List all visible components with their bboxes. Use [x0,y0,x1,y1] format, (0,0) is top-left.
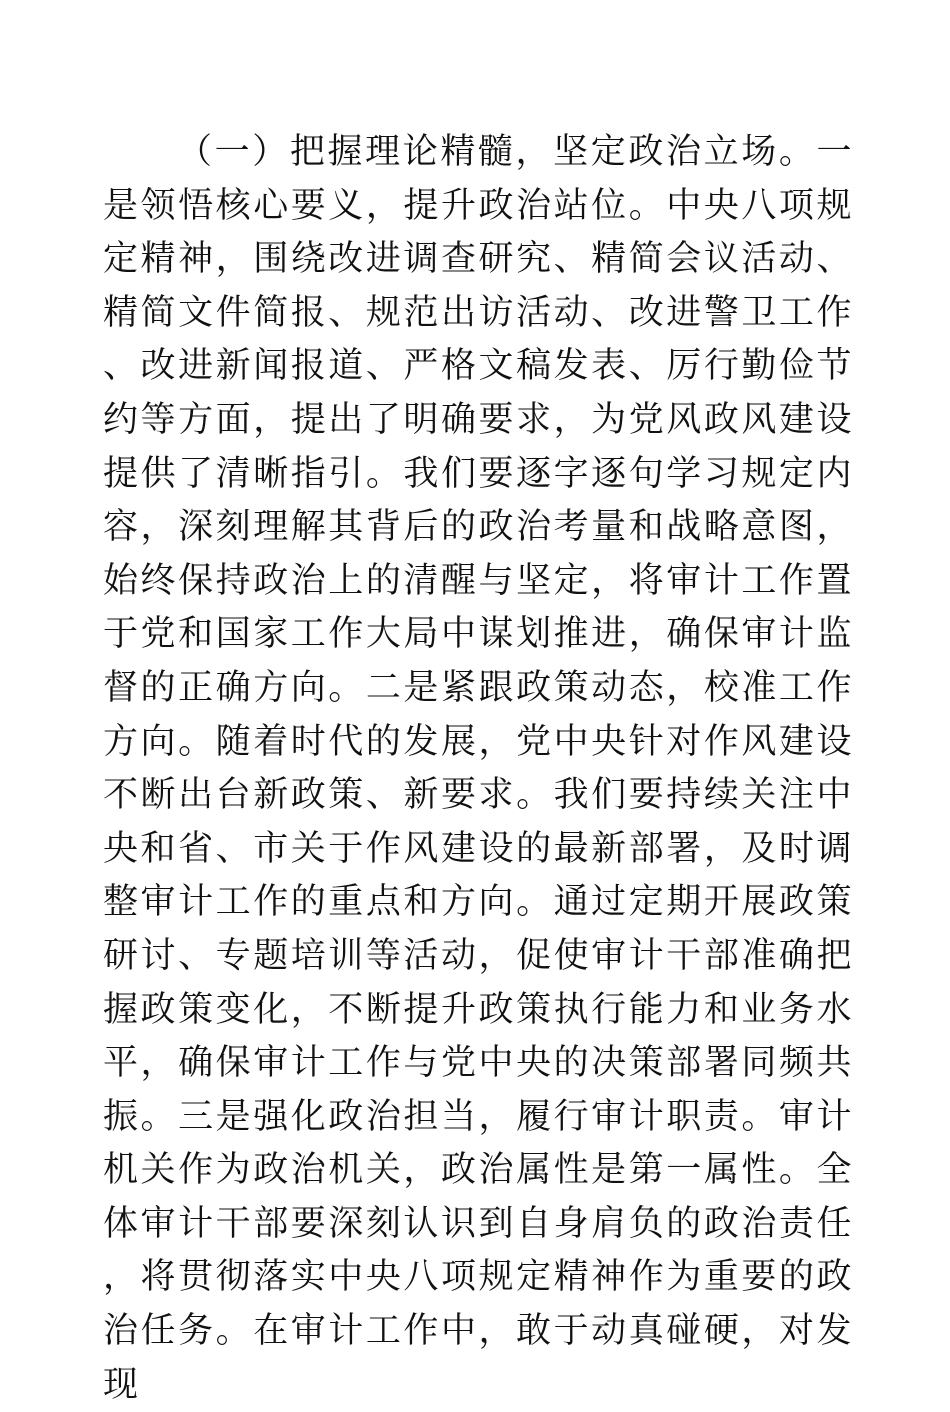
body-paragraph: （一）把握理论精髓，坚定政治立场。一是领悟核心要义，提升政治站位。中央八项规定精神，围绕改进调查研究、精简会议活动、精简文件简报、规范出访活动、改进警卫工作、改进新闻报道、严格文稿发表、厉行勤俭节约等方面，提出了明确要求，为党风政风建设提供了清晰指引。我们要逐字逐句学习规定内容，深刻理解其背后的政治考量和战略意图，始终保持政治上的清醒与坚定，将审计工作置于党和国家工作大局中谋划推进，确保审计监督的正确方向。二是紧跟政策动态，校准工作方向。随着时代的发展，党中央针对作风建设不断出台新政策、新要求。我们要持续关注中央和省、市关于作风建设的最新部署，及时调整审计工作的重点和方向。通过定期开展政策研讨、专题培训等活动，促使审计干部准确把握政策变化，不断提升政策执行能力和业务水平，确保审计工作与党中央的决策部署同频共振。三是强化政治担当，履行审计职责。审计机关作为政治机关，政治属性是第一属性。全体审计干部要深刻认识到自身肩负的政治责任，将贯彻落实中央八项规定精神作为重要的政治任务。在审计工作中，敢于动真碰硬，对发现 [103,132,853,1405]
